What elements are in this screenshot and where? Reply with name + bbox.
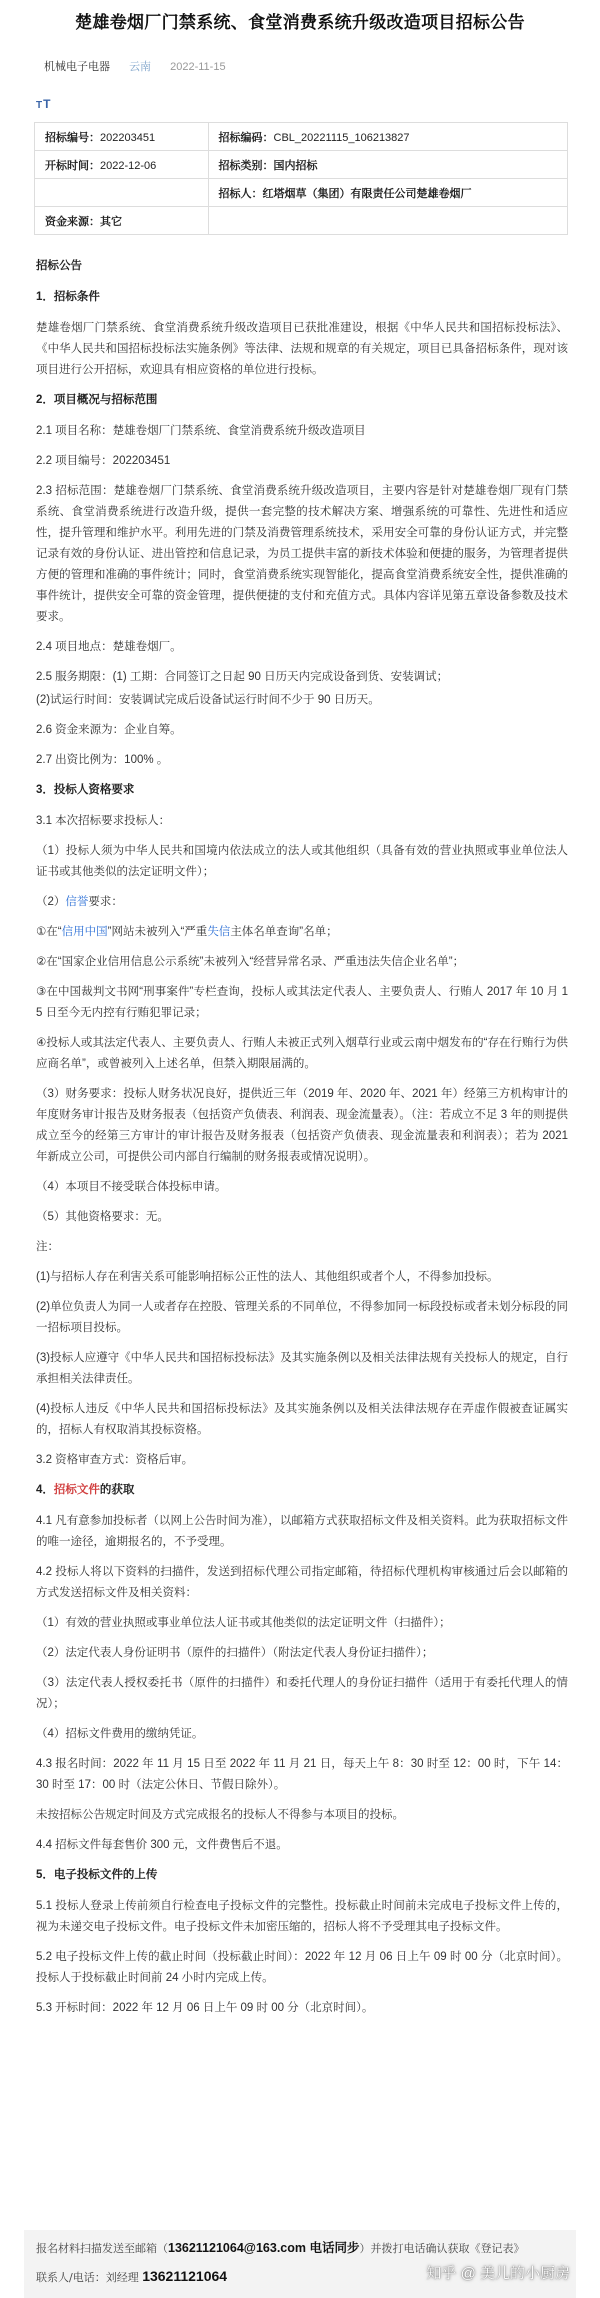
text-span: 的获取 bbox=[99, 1484, 135, 1496]
table-row bbox=[35, 179, 568, 207]
paragraph: 4.1 凡有意参加投标者（以网上公告时间为准），以邮箱方式获取招标文件及相关资料。此为获取招标文件的唯一途径，逾期报名的，不予受理。 bbox=[36, 1515, 568, 1548]
credit-link[interactable]: 信誉 bbox=[65, 896, 89, 908]
table-row bbox=[35, 207, 568, 235]
bid-type-value: 国内招标 bbox=[273, 159, 318, 172]
paragraph: 2.1 项目名称：楚雄卷烟厂门禁系统、食堂消费系统升级改造项目 bbox=[36, 425, 366, 437]
table-cell bbox=[35, 123, 209, 151]
bid-no-label: 招标编号： bbox=[45, 131, 100, 144]
font-small-button[interactable]: T bbox=[36, 100, 44, 111]
paragraph: 3.1 本次招标要求投标人： bbox=[36, 815, 171, 827]
paragraph: （3）财务要求：投标人财务状况良好，提供近三年（2019 年、2020 年、2021 年）经第三方机构审计的年度财务审计报告及财务报表（包括资产负债表、利润表、现金流量表）。（注：若成立不足 3 年的则提供成立至今的经第三方审计的审计报告及财务报表（包括资产负债表、现金流量表和利润表）；若为 2021 年新成立公司，可提供公司内部自行编制的财务报表或情况说明）。 bbox=[36, 1088, 568, 1163]
contact-email[interactable]: 13621121064@163.com bbox=[168, 2241, 307, 2255]
bid-no-value: 202203451 bbox=[100, 131, 156, 144]
page-title: 楚雄卷烟厂门禁系统、食堂消费系统升级改造项目招标公告 bbox=[75, 13, 525, 32]
font-large-button[interactable]: T bbox=[43, 97, 52, 111]
paragraph: 5.1 投标人登录上传前须自行检查电子投标文件的完整性。投标截止时间前未完成电子投标文件上传的，视为未递交电子投标文件。电子投标文件未加密压缩的，招标人将不予受理其电子投标文件。 bbox=[36, 1900, 568, 1933]
text-span: ）并拨打电话确认获取《登记表》 bbox=[359, 2242, 525, 2255]
text-span: 电话同步 bbox=[306, 2241, 360, 2255]
paragraph: 注： bbox=[36, 1241, 59, 1253]
text-span: 要求： bbox=[88, 896, 123, 908]
text-span: （2） bbox=[36, 896, 66, 908]
open-time-value: 2022-12-06 bbox=[100, 159, 157, 172]
fund-source-value: 其它 bbox=[100, 215, 122, 228]
table-cell bbox=[35, 179, 209, 207]
contact-line bbox=[36, 2238, 525, 2256]
font-size-control bbox=[36, 97, 51, 111]
table-cell bbox=[208, 179, 567, 207]
section-heading: 3．投标人资格要求 bbox=[36, 784, 135, 796]
table-cell bbox=[35, 207, 209, 235]
bid-type-label: 招标类别： bbox=[218, 159, 274, 172]
paragraph: （1）有效的营业执照或事业单位法人证书或其他类似的法定证明文件（扫描件）； bbox=[36, 1617, 451, 1629]
section-heading: 1．招标条件 bbox=[36, 291, 100, 303]
paragraph: 2.6 资金来源为：企业自筹。 bbox=[36, 724, 182, 736]
contact-person-line bbox=[36, 2268, 227, 2285]
paragraph: 2.2 项目编号：202203451 bbox=[36, 455, 171, 467]
paragraph: （5）其他资格要求：无。 bbox=[36, 1211, 169, 1223]
table-cell bbox=[208, 123, 567, 151]
credit-china-link[interactable]: 信用中国 bbox=[61, 926, 108, 938]
publish-date: 2022-11-15 bbox=[170, 61, 226, 73]
section-heading: 2．项目概况与招标范围 bbox=[36, 394, 158, 406]
paragraph: ④投标人或其法定代表人、主要负责人、行贿人未被正式列入烟草行业或云南中烟发布的“存在行贿行为供应商名单”，或曾被列入上述名单，但禁入期限届满的。 bbox=[36, 1037, 568, 1070]
paragraph: ②在“国家企业信用信息公示系统”未被列入“经营异常名录、严重违法失信企业名单”； bbox=[36, 956, 465, 968]
region-label[interactable]: 云南 bbox=[129, 61, 152, 73]
paragraph bbox=[36, 892, 568, 913]
paragraph: 楚雄卷烟厂门禁系统、食堂消费系统升级改造项目已获批准建设，根据《中华人民共和国招标投标法》、《中华人民共和国招标投标法实施条例》等法律、法规和规章的有关规定，项目已具备招标条件，现对该项目进行公开招标，欢迎具有相应资格的单位进行投标。 bbox=[36, 322, 568, 376]
paragraph: 4.2 投标人将以下资料的扫描件，发送到招标代理公司指定邮箱，待招标代理机构审核通过后会以邮箱的方式发送招标文件及相关资料： bbox=[36, 1566, 568, 1599]
announcement-body bbox=[36, 256, 568, 2028]
open-time-label: 开标时间： bbox=[45, 159, 100, 172]
text-span: ①在“ bbox=[36, 926, 62, 938]
tenderer-value: 红塔烟草（集团）有限责任公司楚雄卷烟厂 bbox=[262, 187, 472, 200]
paragraph: 2.4 项目地点：楚雄卷烟厂。 bbox=[36, 641, 182, 653]
paragraph: ③在中国裁判文书网“刑事案件”专栏查询，投标人或其法定代表人、主要负责人、行贿人 2017 年 10 月 15 日至今无内控有行贿犯罪记录； bbox=[36, 986, 568, 1019]
paragraph: 5.3 开标时间：2022 年 12 月 06 日上午 09 时 00 分（北京时间）。 bbox=[36, 2002, 374, 2014]
watermark: 知乎 @ 美儿的小厨房 bbox=[426, 2265, 570, 2282]
paragraph: （1）投标人须为中华人民共和国境内依法成立的法人或其他组织（具备有效的营业执照或事业单位法人证书或其他类似的法定证明文件）； bbox=[36, 845, 568, 878]
source-label[interactable]: 机械电子电器 bbox=[44, 61, 110, 73]
fund-source-label: 资金来源： bbox=[45, 215, 100, 228]
section-heading bbox=[36, 1480, 568, 1501]
paragraph: 未按招标公告规定时间及方式完成报名的投标人不得参与本项目的投标。 bbox=[36, 1809, 404, 1821]
paragraph: (2)试运行时间：安装调试完成后设备试运行时间不少于 90 日历天。 bbox=[36, 694, 380, 706]
text-span: 报名材料扫描发送至邮箱（ bbox=[36, 2242, 168, 2255]
text-span: 4． bbox=[36, 1484, 54, 1496]
paragraph: 3.2 资格审查方式：资格后审。 bbox=[36, 1454, 194, 1466]
paragraph: （4）招标文件费用的缴纳凭证。 bbox=[36, 1728, 204, 1740]
section-heading: 招标公告 bbox=[36, 260, 82, 272]
table-cell bbox=[208, 207, 567, 235]
info-table bbox=[34, 122, 568, 235]
paragraph bbox=[36, 922, 568, 943]
dishonest-link[interactable]: 失信 bbox=[207, 926, 231, 938]
paragraph: 4.4 招标文件每套售价 300 元，文件费售后不退。 bbox=[36, 1839, 288, 1851]
code-label: 招标编码： bbox=[218, 131, 274, 144]
tenderer-label: 招标人： bbox=[218, 187, 263, 200]
code-value: CBL_20221115_106213827 bbox=[273, 131, 410, 144]
text-span: 联系人/电话：刘经理 bbox=[36, 2271, 143, 2284]
paragraph: (4)投标人违反《中华人民共和国招标投标法》及其实施条例以及相关法律法规存在弄虚作假被查证属实的，招标人有权取消其投标资格。 bbox=[36, 1403, 568, 1436]
paragraph: （2）法定代表人身份证明书（原件的扫描件）（附法定代表人身份证扫描件）； bbox=[36, 1647, 434, 1659]
paragraph: 5.2 电子投标文件上传的截止时间（投标截止时间）：2022 年 12 月 06 日上午 09 时 00 分（北京时间）。投标人于投标截止时间前 24 小时内完成上传。 bbox=[36, 1951, 568, 1984]
paragraph: (1)与招标人存在利害关系可能影响招标公正性的法人、其他组织或者个人，不得参加投标。 bbox=[36, 1271, 499, 1283]
text-span: 主体名单查询”名单； bbox=[230, 926, 338, 938]
table-row bbox=[35, 151, 568, 179]
table-cell bbox=[208, 151, 567, 179]
bid-document-link[interactable]: 招标文件 bbox=[53, 1484, 100, 1496]
section-heading: 5．电子投标文件的上传 bbox=[36, 1869, 158, 1881]
paragraph: (3)投标人应遵守《中华人民共和国招标投标法》及其实施条例以及相关法律法规有关投标人的规定，自行承担相关法律责任。 bbox=[36, 1352, 568, 1385]
paragraph: 2.3 招标范围：楚雄卷烟厂门禁系统、食堂消费系统升级改造项目，主要内容是针对楚雄卷烟厂现有门禁系统、食堂消费系统进行改造升级，提供一套完整的技术解决方案、增强系统的可靠性、先进性和适应性，提升管理和维护水平。利用先进的门禁及消费管理系统技术，采用安全可靠的身份认证方式，并完整记录有效的身份认证、进出管控和信息记录，为员工提供丰富的新技术体验和便捷的服务，为管理者提供方便的管理和准确的事件统计；同时，食堂消费系统实现智能化，提高食堂消费系统安全性，提供准确的事件统计，提供安全可靠的资金管理，提供便捷的支付和充值方式。具体内容详见第五章设备参数及技术要求。 bbox=[36, 485, 568, 623]
table-row bbox=[35, 123, 568, 151]
paragraph: （4）本项目不接受联合体投标申请。 bbox=[36, 1181, 227, 1193]
paragraph: (2)单位负责人为同一人或者存在控股、管理关系的不同单位，不得参加同一标段投标或者未划分标段的同一招标项目投标。 bbox=[36, 1301, 568, 1334]
paragraph: 4.3 报名时间：2022 年 11 月 15 日至 2022 年 11 月 21 日，每天上午 8：30 时至 12：00 时，下午 14：30 时至 17：00 时（法定公休日、节假日除外）。 bbox=[36, 1758, 568, 1791]
table-cell bbox=[35, 151, 209, 179]
paragraph: 2.7 出资比例为：100% 。 bbox=[36, 754, 169, 766]
article-meta bbox=[44, 58, 242, 74]
paragraph: 2.5 服务期限：(1) 工期：合同签订之日起 90 日历天内完成设备到货、安装调试； bbox=[36, 671, 449, 683]
contact-phone[interactable]: 13621121064 bbox=[142, 2268, 228, 2284]
text-span: ”网站未被列入“严重 bbox=[107, 926, 208, 938]
paragraph: （3）法定代表人授权委托书（原件的扫描件）和委托代理人的身份证扫描件（适用于有委托代理人的情况）； bbox=[36, 1677, 568, 1710]
